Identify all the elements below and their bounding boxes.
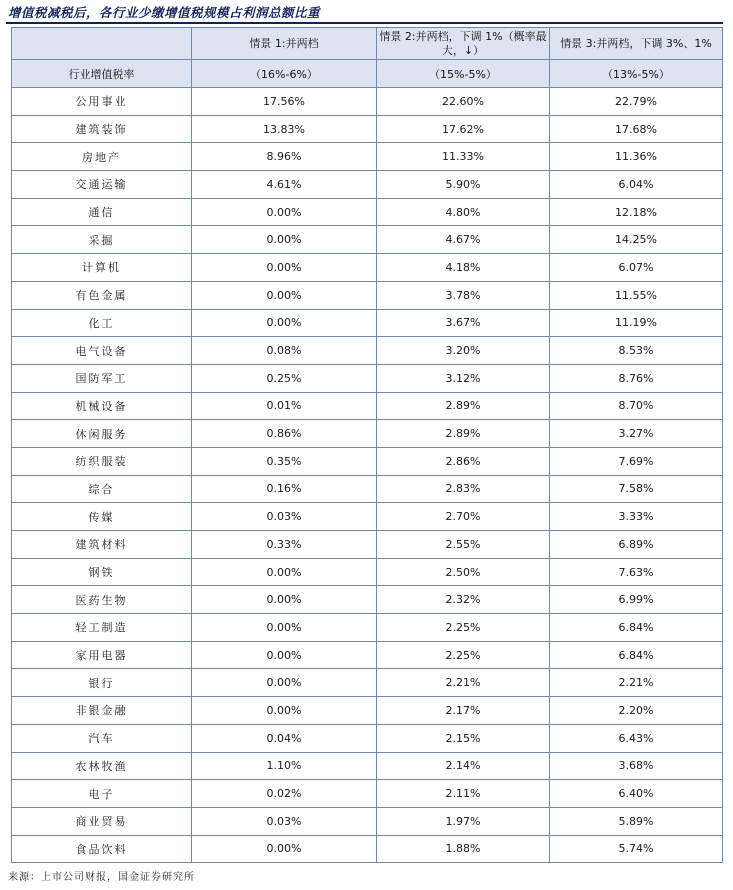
scenario-1-value-cell: 13.83% (192, 115, 377, 143)
scenario-1-value-cell: 0.00% (192, 281, 377, 309)
table-row (12, 309, 723, 337)
scenario-2-value-cell: 4.80% (377, 198, 550, 226)
header-cell-rate-2: （15%-5%） (377, 60, 550, 88)
title-rule (6, 22, 723, 24)
industry-name-cell: 银行 (12, 669, 192, 697)
table-row (12, 143, 723, 171)
scenario-1-value-cell: 0.00% (192, 558, 377, 586)
table-row (12, 586, 723, 614)
scenario-1-value-cell: 0.00% (192, 586, 377, 614)
scenario-1-value-cell: 0.00% (192, 198, 377, 226)
scenario-1-value-cell: 0.00% (192, 226, 377, 254)
scenario-3-value-cell: 3.33% (550, 503, 723, 531)
scenario-3-value-cell: 5.89% (550, 807, 723, 835)
industry-name-cell: 公用事业 (12, 88, 192, 116)
table-row (12, 392, 723, 420)
scenario-2-value-cell: 2.89% (377, 420, 550, 448)
scenario-1-value-cell: 0.86% (192, 420, 377, 448)
industry-name-cell: 家用电器 (12, 641, 192, 669)
scenario-2-value-cell: 11.33% (377, 143, 550, 171)
industry-name-cell: 综合 (12, 475, 192, 503)
table-row (12, 807, 723, 835)
scenario-3-value-cell: 12.18% (550, 198, 723, 226)
industry-name-cell: 电子 (12, 780, 192, 808)
industry-name-cell: 医药生物 (12, 586, 192, 614)
scenario-1-value-cell: 0.25% (192, 364, 377, 392)
scenario-2-value-cell: 2.89% (377, 392, 550, 420)
scenario-3-value-cell: 11.55% (550, 281, 723, 309)
scenario-3-value-cell: 2.21% (550, 669, 723, 697)
table-row (12, 724, 723, 752)
scenario-3-value-cell: 7.69% (550, 447, 723, 475)
scenario-1-value-cell: 4.61% (192, 171, 377, 199)
scenario-3-value-cell: 6.99% (550, 586, 723, 614)
scenario-1-value-cell: 0.03% (192, 503, 377, 531)
scenario-3-value-cell: 5.74% (550, 835, 723, 863)
table-row (12, 171, 723, 199)
scenario-2-value-cell: 2.11% (377, 780, 550, 808)
industry-name-cell: 汽车 (12, 724, 192, 752)
scenario-2-value-cell: 17.62% (377, 115, 550, 143)
scenario-3-value-cell: 7.58% (550, 475, 723, 503)
industry-name-cell: 通信 (12, 198, 192, 226)
table-row (12, 697, 723, 725)
scenario-1-value-cell: 0.00% (192, 309, 377, 337)
scenario-3-value-cell: 14.25% (550, 226, 723, 254)
table-row (12, 752, 723, 780)
industry-name-cell: 纺织服装 (12, 447, 192, 475)
scenario-2-value-cell: 3.78% (377, 281, 550, 309)
table-row (12, 88, 723, 116)
scenario-3-value-cell: 3.27% (550, 420, 723, 448)
scenario-3-value-cell: 8.70% (550, 392, 723, 420)
scenario-3-value-cell: 7.63% (550, 558, 723, 586)
table-row (12, 503, 723, 531)
industry-name-cell: 食品饮料 (12, 835, 192, 863)
scenario-3-value-cell: 6.43% (550, 724, 723, 752)
scenario-1-value-cell: 17.56% (192, 88, 377, 116)
scenario-3-value-cell: 11.36% (550, 143, 723, 171)
scenario-1-value-cell: 0.02% (192, 780, 377, 808)
scenario-3-value-cell: 6.89% (550, 531, 723, 559)
scenario-2-value-cell: 2.21% (377, 669, 550, 697)
table-row (12, 281, 723, 309)
industry-name-cell: 计算机 (12, 254, 192, 282)
scenario-2-value-cell: 3.12% (377, 364, 550, 392)
scenario-2-value-cell: 5.90% (377, 171, 550, 199)
scenario-3-value-cell: 8.76% (550, 364, 723, 392)
scenario-1-value-cell: 0.16% (192, 475, 377, 503)
scenario-3-value-cell: 17.68% (550, 115, 723, 143)
scenario-3-value-cell: 11.19% (550, 309, 723, 337)
table-row (12, 337, 723, 365)
scenario-3-value-cell: 3.68% (550, 752, 723, 780)
scenario-2-value-cell: 2.32% (377, 586, 550, 614)
scenario-2-value-cell: 2.15% (377, 724, 550, 752)
industry-name-cell: 采掘 (12, 226, 192, 254)
scenario-3-value-cell: 22.79% (550, 88, 723, 116)
table-row (12, 198, 723, 226)
header-row-rates (12, 60, 723, 88)
industry-name-cell: 有色金属 (12, 281, 192, 309)
scenario-2-value-cell: 2.86% (377, 447, 550, 475)
industry-name-cell: 商业贸易 (12, 807, 192, 835)
scenario-3-value-cell: 6.07% (550, 254, 723, 282)
scenario-2-value-cell: 2.17% (377, 697, 550, 725)
scenario-2-value-cell: 2.25% (377, 614, 550, 642)
scenario-1-value-cell: 0.00% (192, 697, 377, 725)
table-row (12, 420, 723, 448)
scenario-2-value-cell: 4.67% (377, 226, 550, 254)
scenario-2-value-cell: 2.70% (377, 503, 550, 531)
industry-name-cell: 化工 (12, 309, 192, 337)
scenario-2-value-cell: 1.97% (377, 807, 550, 835)
table-row (12, 115, 723, 143)
table-row (12, 558, 723, 586)
scenario-3-value-cell: 2.20% (550, 697, 723, 725)
scenario-2-value-cell: 3.67% (377, 309, 550, 337)
header-row-scenarios (12, 28, 723, 60)
scenario-2-value-cell: 3.20% (377, 337, 550, 365)
scenario-1-value-cell: 0.00% (192, 641, 377, 669)
industry-name-cell: 房地产 (12, 143, 192, 171)
scenario-1-value-cell: 0.35% (192, 447, 377, 475)
scenario-2-value-cell: 2.50% (377, 558, 550, 586)
scenario-1-value-cell: 0.00% (192, 669, 377, 697)
scenario-2-value-cell: 2.55% (377, 531, 550, 559)
table-row (12, 780, 723, 808)
table-row (12, 669, 723, 697)
scenario-1-value-cell: 1.10% (192, 752, 377, 780)
industry-name-cell: 轻工制造 (12, 614, 192, 642)
header-cell-scenario-2: 情景 2:并两档，下调 1%（概率最大，↓） (377, 28, 550, 60)
scenario-3-value-cell: 6.40% (550, 780, 723, 808)
header-cell-scenario-1: 情景 1:并两档 (192, 28, 377, 60)
table-row (12, 614, 723, 642)
scenario-3-value-cell: 6.84% (550, 641, 723, 669)
industry-name-cell: 建筑装饰 (12, 115, 192, 143)
header-cell-industry-rate: 行业增值税率 (12, 60, 192, 88)
industry-name-cell: 建筑材料 (12, 531, 192, 559)
table-row (12, 226, 723, 254)
header-cell-rate-3: （13%-5%） (550, 60, 723, 88)
scenario-1-value-cell: 0.33% (192, 531, 377, 559)
scenario-2-value-cell: 2.83% (377, 475, 550, 503)
industry-name-cell: 农林牧渔 (12, 752, 192, 780)
scenario-2-value-cell: 22.60% (377, 88, 550, 116)
table-row (12, 447, 723, 475)
table-body (12, 88, 723, 863)
header-cell-blank (12, 28, 192, 60)
industry-name-cell: 传媒 (12, 503, 192, 531)
source-note: 来源：上市公司财报，国金证券研究所 (8, 872, 195, 883)
scenario-2-value-cell: 2.14% (377, 752, 550, 780)
scenario-1-value-cell: 0.00% (192, 835, 377, 863)
scenario-3-value-cell: 6.04% (550, 171, 723, 199)
scenario-2-value-cell: 4.18% (377, 254, 550, 282)
scenario-1-value-cell: 0.04% (192, 724, 377, 752)
industry-name-cell: 非银金融 (12, 697, 192, 725)
page-title: 增值税减税后，各行业少缴增值税规模占利润总额比重 (8, 5, 321, 20)
table-row (12, 641, 723, 669)
table-row (12, 835, 723, 863)
industry-name-cell: 机械设备 (12, 392, 192, 420)
scenario-1-value-cell: 0.00% (192, 254, 377, 282)
scenario-1-value-cell: 0.08% (192, 337, 377, 365)
scenario-3-value-cell: 6.84% (550, 614, 723, 642)
scenario-1-value-cell: 8.96% (192, 143, 377, 171)
industry-name-cell: 休闲服务 (12, 420, 192, 448)
header-cell-scenario-3: 情景 3:并两档，下调 3%、1% (550, 28, 723, 60)
table-row (12, 531, 723, 559)
scenario-2-value-cell: 2.25% (377, 641, 550, 669)
industry-name-cell: 电气设备 (12, 337, 192, 365)
industry-name-cell: 国防军工 (12, 364, 192, 392)
scenario-1-value-cell: 0.03% (192, 807, 377, 835)
scenario-1-value-cell: 0.01% (192, 392, 377, 420)
header-cell-rate-1: （16%-6%） (192, 60, 377, 88)
table-row (12, 475, 723, 503)
table-row (12, 254, 723, 282)
data-table (11, 27, 723, 863)
industry-name-cell: 交通运输 (12, 171, 192, 199)
industry-name-cell: 钢铁 (12, 558, 192, 586)
scenario-3-value-cell: 8.53% (550, 337, 723, 365)
scenario-2-value-cell: 1.88% (377, 835, 550, 863)
table-row (12, 364, 723, 392)
scenario-1-value-cell: 0.00% (192, 614, 377, 642)
